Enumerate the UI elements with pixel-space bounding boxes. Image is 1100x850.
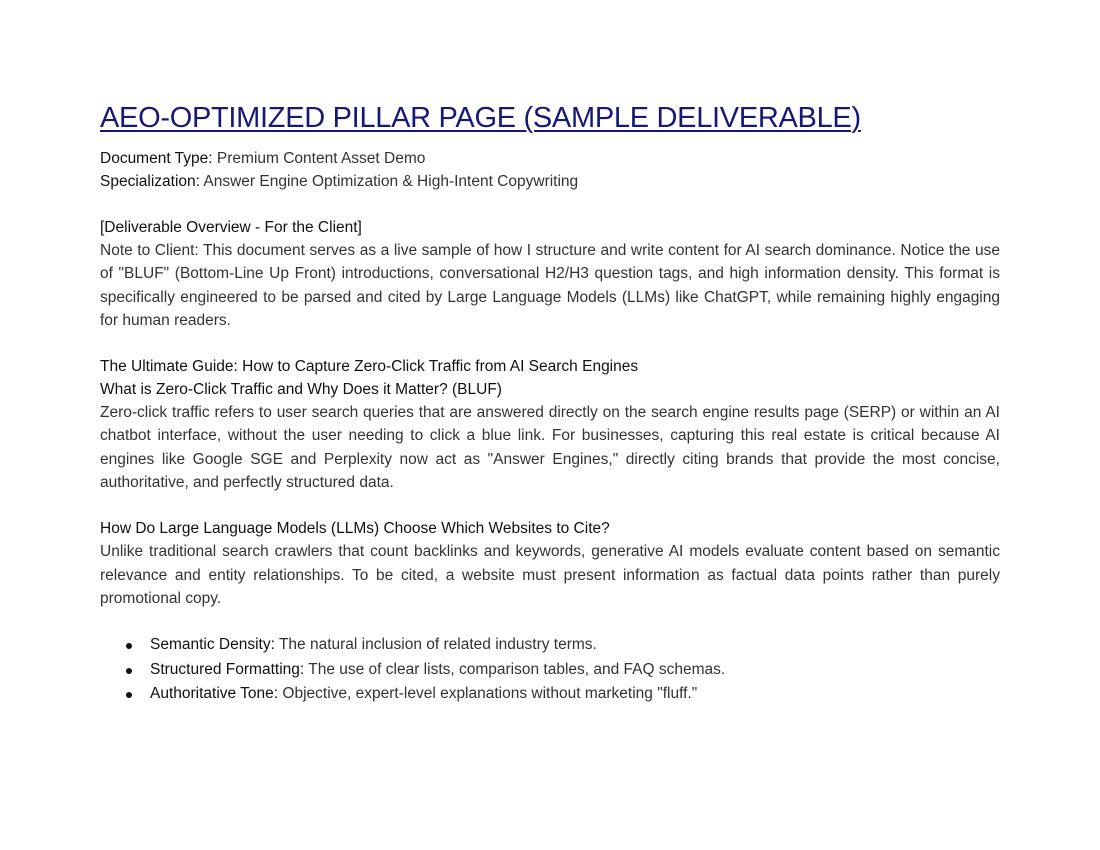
guide-title: The Ultimate Guide: How to Capture Zero-Click Traffic from AI Search Engines — [100, 358, 639, 376]
llm-heading: How Do Large Language Models (LLMs) Choose Which Websites to Cite? — [100, 520, 610, 538]
overview-body: Note to Client: This document serves as a live sample of how I structure and write content for AI search dominance. Notice the use of "BLUF" (Bottom-Line Up Front) introductions, conversational H2/H3 question tags, and high information density. This format is specifically engineered to be parsed and cited by Large Language Models (LLMs) like ChatGPT, while remaining highly engaging for human readers. — [100, 242, 1000, 329]
bullet-text: The use of clear lists, comparison tables, and FAQ schemas. — [308, 660, 726, 678]
bullet-icon — [126, 643, 132, 649]
bullet-icon — [126, 692, 132, 698]
list-item — [126, 633, 1000, 658]
overview-section — [100, 216, 1000, 332]
meta-label: Specialization: — [100, 173, 200, 190]
bullet-term: Authoritative Tone: — [150, 685, 279, 703]
bullet-icon — [126, 668, 132, 674]
meta-value: Answer Engine Optimization & High-Intent Copywriting — [203, 173, 579, 190]
meta-value: Premium Content Asset Demo — [216, 150, 426, 167]
document-title: AEO-OPTIMIZED PILLAR PAGE (SAMPLE DELIVERABLE) — [100, 102, 861, 134]
guide-body: Zero-click traffic refers to user search queries that are answered directly on the search engine results page (SERP) or within an AI chatbot interface, without the user needing to click a blue link. For businesses, capturing this real estate is critical because AI engines like Google SGE and Perplexity now act as "Answer Engines," directly citing brands that provide the most concise, authoritative, and perfectly structured data. — [100, 404, 1000, 492]
bullet-text: Objective, expert-level explanations without marketing "fluff." — [282, 685, 698, 703]
llm-section — [100, 517, 1000, 706]
overview-heading: [Deliverable Overview - For the Client] — [100, 219, 362, 236]
bullet-term: Structured Formatting: — [150, 660, 305, 678]
guide-section — [100, 355, 1000, 494]
list-item — [126, 682, 1000, 707]
llm-body: Unlike traditional search crawlers that count backlinks and keywords, generative AI models evaluate content based on semantic relevance and entity relationships. To be cited, a website must present information as factual data points rather than purely promotional copy. — [100, 543, 1000, 607]
meta-specialization — [100, 170, 1000, 193]
meta-document-type — [100, 147, 1000, 170]
bullet-term: Semantic Density: — [150, 636, 275, 654]
bullet-text: The natural inclusion of related industry terms. — [278, 636, 597, 654]
bullet-list — [100, 633, 1000, 707]
meta-label: Document Type: — [100, 150, 213, 167]
list-item — [126, 658, 1000, 683]
guide-subheading: What is Zero-Click Traffic and Why Does it Matter? (BLUF) — [100, 381, 502, 399]
document-page — [100, 98, 1000, 707]
